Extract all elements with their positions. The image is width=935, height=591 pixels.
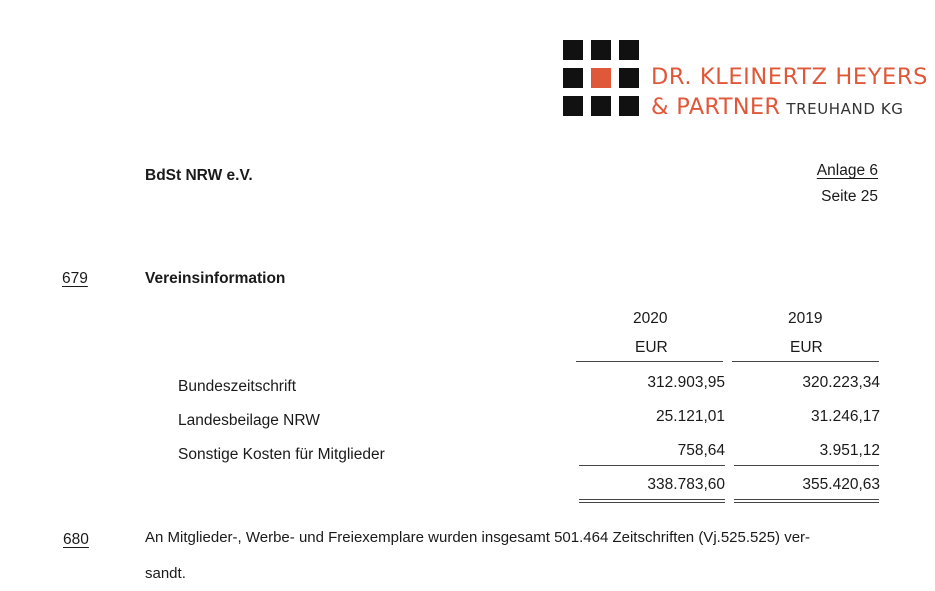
paragraph-number-679: 679 [62, 270, 88, 287]
logo-square [619, 40, 639, 60]
logo-square [619, 96, 639, 116]
logo-square [591, 96, 611, 116]
total-double-rule-2020-b [579, 502, 725, 503]
subtotal-rule-2020 [579, 465, 725, 466]
total-double-rule-2020-a [579, 499, 725, 500]
row-value-2020: 312.903,95 [647, 374, 725, 391]
paragraph-number-680: 680 [63, 531, 89, 548]
paragraph-text-line2: sandt. [145, 565, 186, 582]
row-value-2019: 3.951,12 [819, 442, 880, 459]
logo-square [563, 96, 583, 116]
row-value-2019: 320.223,34 [802, 374, 880, 391]
subtotal-rule-2019 [734, 465, 879, 466]
column-year-2019: 2019 [788, 310, 823, 327]
organization-name: BdSt NRW e.V. [145, 167, 253, 184]
header-rule-2019 [732, 361, 879, 362]
row-value-2020: 758,64 [677, 442, 725, 459]
column-unit-2019: EUR [790, 339, 823, 356]
column-unit-2020: EUR [635, 339, 668, 356]
section-title: Vereinsinformation [145, 270, 286, 287]
row-value-2019: 31.246,17 [811, 408, 880, 425]
column-year-2020: 2020 [633, 310, 668, 327]
logo-square [591, 40, 611, 60]
total-double-rule-2019-b [734, 502, 879, 503]
logo-square [563, 40, 583, 60]
logo-square [619, 68, 639, 88]
company-logo-mark [563, 40, 639, 116]
row-label: Landesbeilage NRW [178, 412, 320, 429]
logo-subtitle: TREUHAND KG [786, 100, 904, 118]
total-double-rule-2019-a [734, 499, 879, 500]
logo-square [563, 68, 583, 88]
row-label: Bundeszeitschrift [178, 378, 297, 395]
attachment-label: Anlage 6 [816, 162, 878, 179]
row-value-2020: 25.121,01 [656, 408, 725, 425]
row-label: Sonstige Kosten für Mitglieder [178, 446, 385, 463]
logo-square-accent [591, 68, 611, 88]
page-label: Seite 25 [821, 188, 878, 205]
total-value-2019: 355.420,63 [802, 476, 880, 493]
header-rule-2020 [576, 361, 723, 362]
logo-company-name-2 [651, 94, 904, 120]
logo-partner-text: & PARTNER [651, 94, 781, 120]
total-value-2020: 338.783,60 [647, 476, 725, 493]
logo-company-name: DR. KLEINERTZ HEYERS [651, 64, 928, 90]
paragraph-text-line1: An Mitglieder-, Werbe- und Freiexemplare wurden insgesamt 501.464 Zeitschriften (Vj.525.525) ver- [145, 529, 811, 546]
